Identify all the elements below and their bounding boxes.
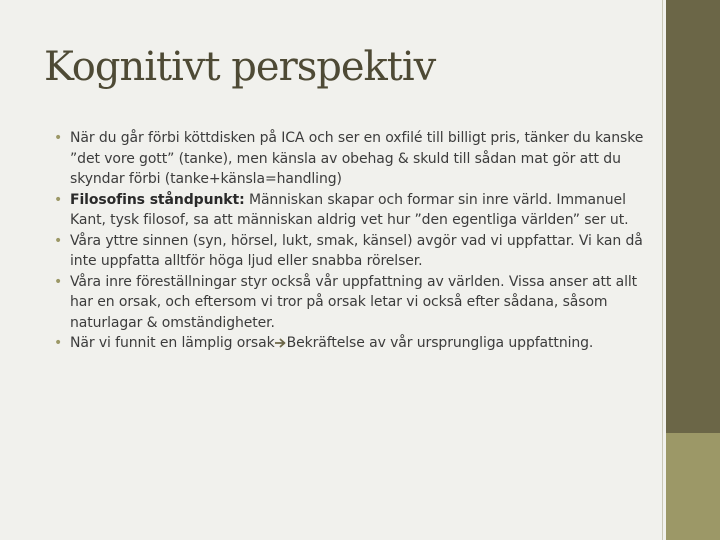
sidebar-decoration-top — [666, 0, 720, 433]
bullet-text: Människan skapar och formar sin inre värld. Immanuel Kant, tysk filosof, sa att människan aldrig vet hur ”den egentliga världen” ser ut. — [70, 191, 629, 228]
arrow-right-icon — [275, 338, 287, 348]
bullet-marker: • — [54, 191, 63, 208]
sidebar-decoration-bottom — [666, 433, 720, 540]
bullet-item-3 — [54, 231, 654, 272]
bullet-text-before: När vi funnit en lämplig orsak — [70, 335, 275, 351]
bullet-item-2 — [54, 190, 654, 231]
bullet-text: Våra yttre sinnen (syn, hörsel, lukt, smak, känsel) avgör vad vi uppfattar. Vi kan då inte uppfatta alltför höga ljud eller snabba rörelser. — [70, 232, 643, 269]
bullet-text: Våra inre föreställningar styr också vår uppfattning av världen. Vissa anser att allt har en orsak, och eftersom vi tror på orsak letar vi också efter sådana, såsom naturlagar & omständigheter. — [70, 273, 638, 331]
bullet-marker: • — [54, 232, 63, 249]
bullet-item-5 — [54, 333, 654, 354]
bullet-bold-lead: Filosofins ståndpunkt: — [70, 191, 245, 208]
bullet-text-after: Bekräftelse av vår ursprungliga uppfattning. — [286, 335, 594, 351]
bullet-item-4 — [54, 272, 654, 334]
bullet-marker: • — [54, 273, 63, 290]
bullet-marker: • — [54, 335, 63, 351]
bullet-marker: • — [54, 130, 63, 146]
bullet-item-1 — [54, 128, 654, 190]
bullet-list — [54, 128, 654, 354]
sidebar-divider — [662, 0, 663, 540]
bullet-text: När du går förbi köttdisken på ICA och ser en oxfilé till billigt pris, tänker du kanske ”det vore gott” (tanke), men känsla av obehag & skuld till sådan mat gör att du skyndar förbi (tanke+känsla=handling) — [70, 130, 644, 187]
slide-title: Kognitivt perspektiv — [44, 44, 436, 90]
